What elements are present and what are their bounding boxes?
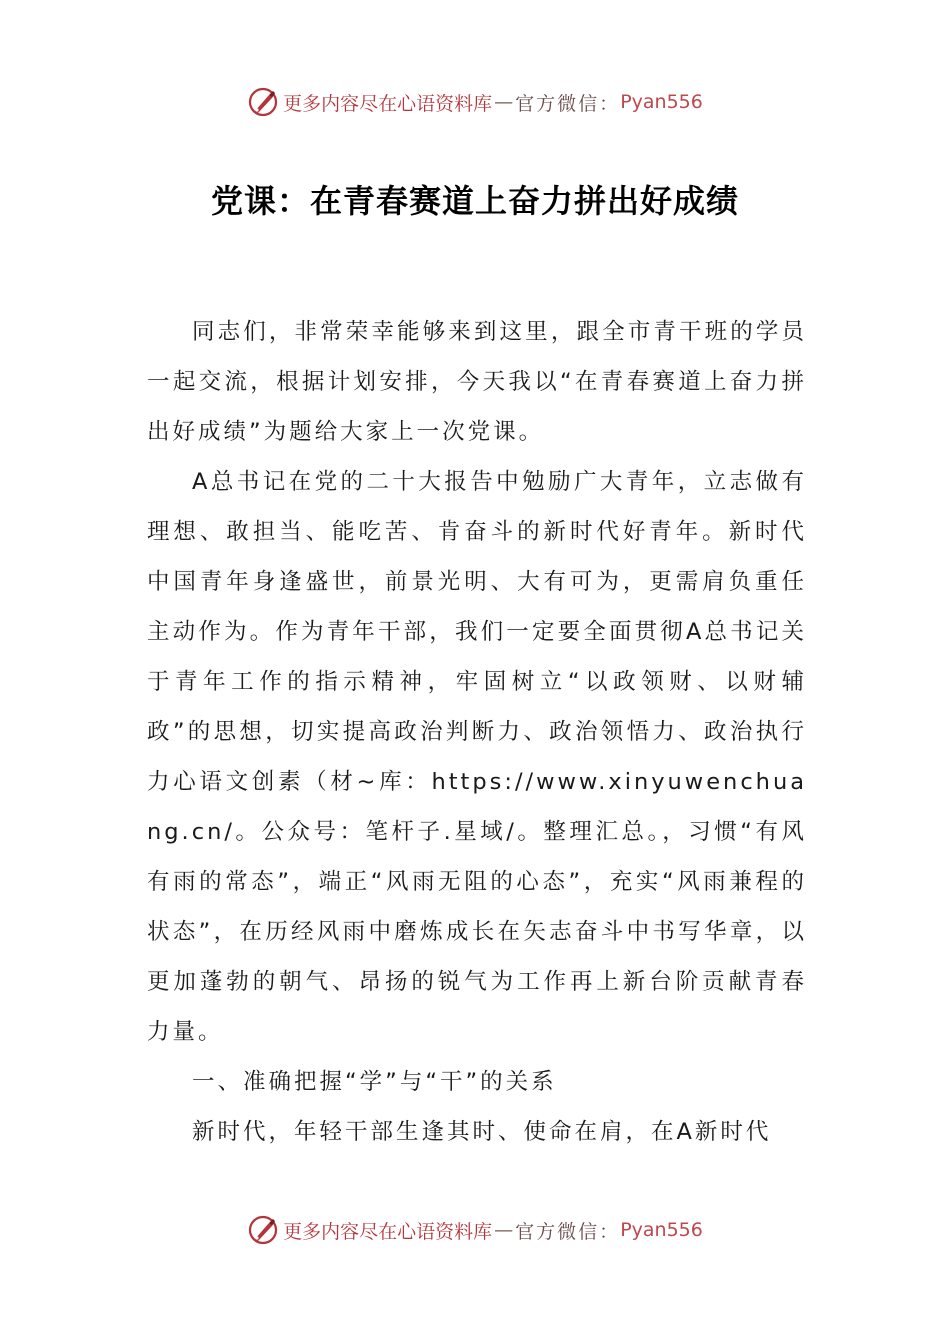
paragraph: A总书记在党的二十大报告中勉励广大青年，立志做有理想、敢担当、能吃苦、肯奋斗的新时代好青年。新时代中国青年身逢盛世，前景光明、大有可为，更需肩负重任主动作为。作为青年干部，我们一定要全面贯彻A总书记关于青年工作的指示精神，牢固树立“以政领财、以财辅政”的思想，切实提高政治判断力、政治领悟力、政治执行力心语文创素（材~库：https://www.xinyuwenchuang.cn/。公众号：笔杆子.星域/。整理汇总。，习惯“有风有雨的常态”，端正“风雨无阻的心态”，充实“风雨兼程的状态”，在历经风雨中磨炼成长在矢志奋斗中书写华章，以更加蓬勃的朝气、昂扬的锐气为工作再上新台阶贡献青春力量。: [147, 469, 807, 1045]
wechat-label: 官方微信：: [515, 1220, 621, 1243]
paragraph: 同志们，非常荣幸能够来到这里，跟全市青干班的学员一起交流，根据计划安排，今天我以“在青春赛道上奋力拼出好成绩”为题给大家上一次党课。: [147, 319, 807, 445]
header-watermark: [0, 82, 950, 122]
paragraph: 新时代，年轻干部生逢其时、使命在肩，在A新时代: [192, 1119, 772, 1145]
document-title: 党课：在青春赛道上奋力拼出好成绩: [210, 182, 739, 220]
pen-nib-logo-icon: [247, 1214, 279, 1246]
pen-nib-logo-icon: [247, 86, 279, 118]
footer-watermark: [0, 1210, 950, 1250]
watermark-dash: —: [494, 91, 514, 113]
section-heading: 一、准确把握“学”与“干”的关系: [192, 1069, 557, 1095]
watermark-text: 更多内容尽在心语资料库: [283, 1220, 493, 1243]
wechat-id: Pyan556: [620, 1219, 703, 1241]
wechat-label: 官方微信：: [515, 92, 621, 115]
watermark-text: 更多内容尽在心语资料库: [283, 92, 493, 115]
wechat-id: Pyan556: [620, 91, 703, 113]
document-body: [147, 307, 807, 1157]
watermark-dash: —: [494, 1219, 514, 1241]
